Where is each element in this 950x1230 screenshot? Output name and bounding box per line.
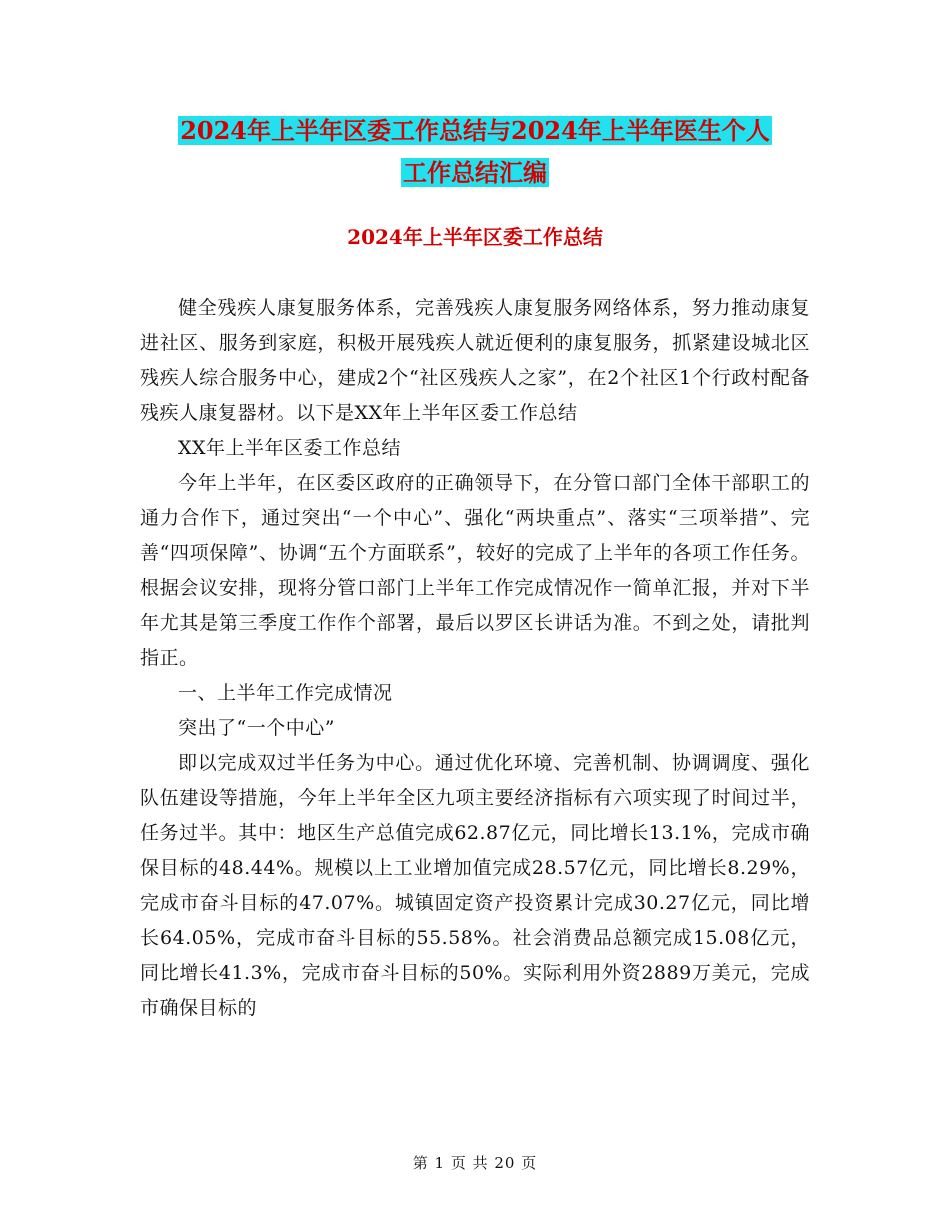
section-title: 2024年上半年区委工作总结 — [347, 225, 603, 249]
title-line-1: 2024年上半年区委工作总结与2024年上半年医生个人 — [180, 116, 770, 145]
paragraph-subheading: 突出了“一个中心” — [178, 717, 335, 739]
page-footer: 第 1 页 共 20 页 — [412, 1154, 538, 1172]
paragraph-heading: XX年上半年区委工作总结 — [178, 437, 402, 459]
title-line-2: 工作总结汇编 — [403, 158, 547, 187]
paragraph-intro: 健全残疾人康复服务体系，完善残疾人康复服务网络体系，努力推动康复进社区、服务到家庭，积极开展残疾人就近便利的康复服务，抓紧建设城北区残疾人综合服务中心，建成2个“社区残疾人之家”，在2个社区1个行政村配备残疾人康复器材。以下是XX年上半年区委工作总结 — [140, 297, 810, 424]
paragraph-overview: 今年上半年，在区委区政府的正确领导下，在分管口部门全体干部职工的通力合作下，通过突出“一个中心”、强化“两块重点”、落实“三项举措”、完善“四项保障”、协调“五个方面联系”，较好的完成了上半年的各项工作任务。根据会议安排，现将分管口部门上半年工作完成情况作一简单汇报，并对下半年尤其是第三季度工作作个部署，最后以罗区长讲话为准。不到之处，请批判指正。 — [140, 472, 810, 669]
document-body — [140, 291, 810, 1026]
paragraph-section-heading: 一、上半年工作完成情况 — [178, 682, 393, 704]
document-title — [140, 110, 810, 194]
paragraph-details: 即以完成双过半任务为中心。通过优化环境、完善机制、协调调度、强化队伍建设等措施，今年上半年全区九项主要经济指标有六项实现了时间过半，任务过半。其中：地区生产总值完成62.87亿元，同比增长13.1%，完成市确保目标的48.44%。规模以上工业增加值完成28.57亿元，同比增长8.29%，完成市奋斗目标的47.07%。城镇固定资产投资累计完成30.27亿元，同比增长64.05%，完成市奋斗目标的55.58%。社会消费品总额完成15.08亿元，同比增长41.3%，完成市奋斗目标的50%。实际利用外资2889万美元，完成市确保目标的 — [140, 752, 810, 1019]
